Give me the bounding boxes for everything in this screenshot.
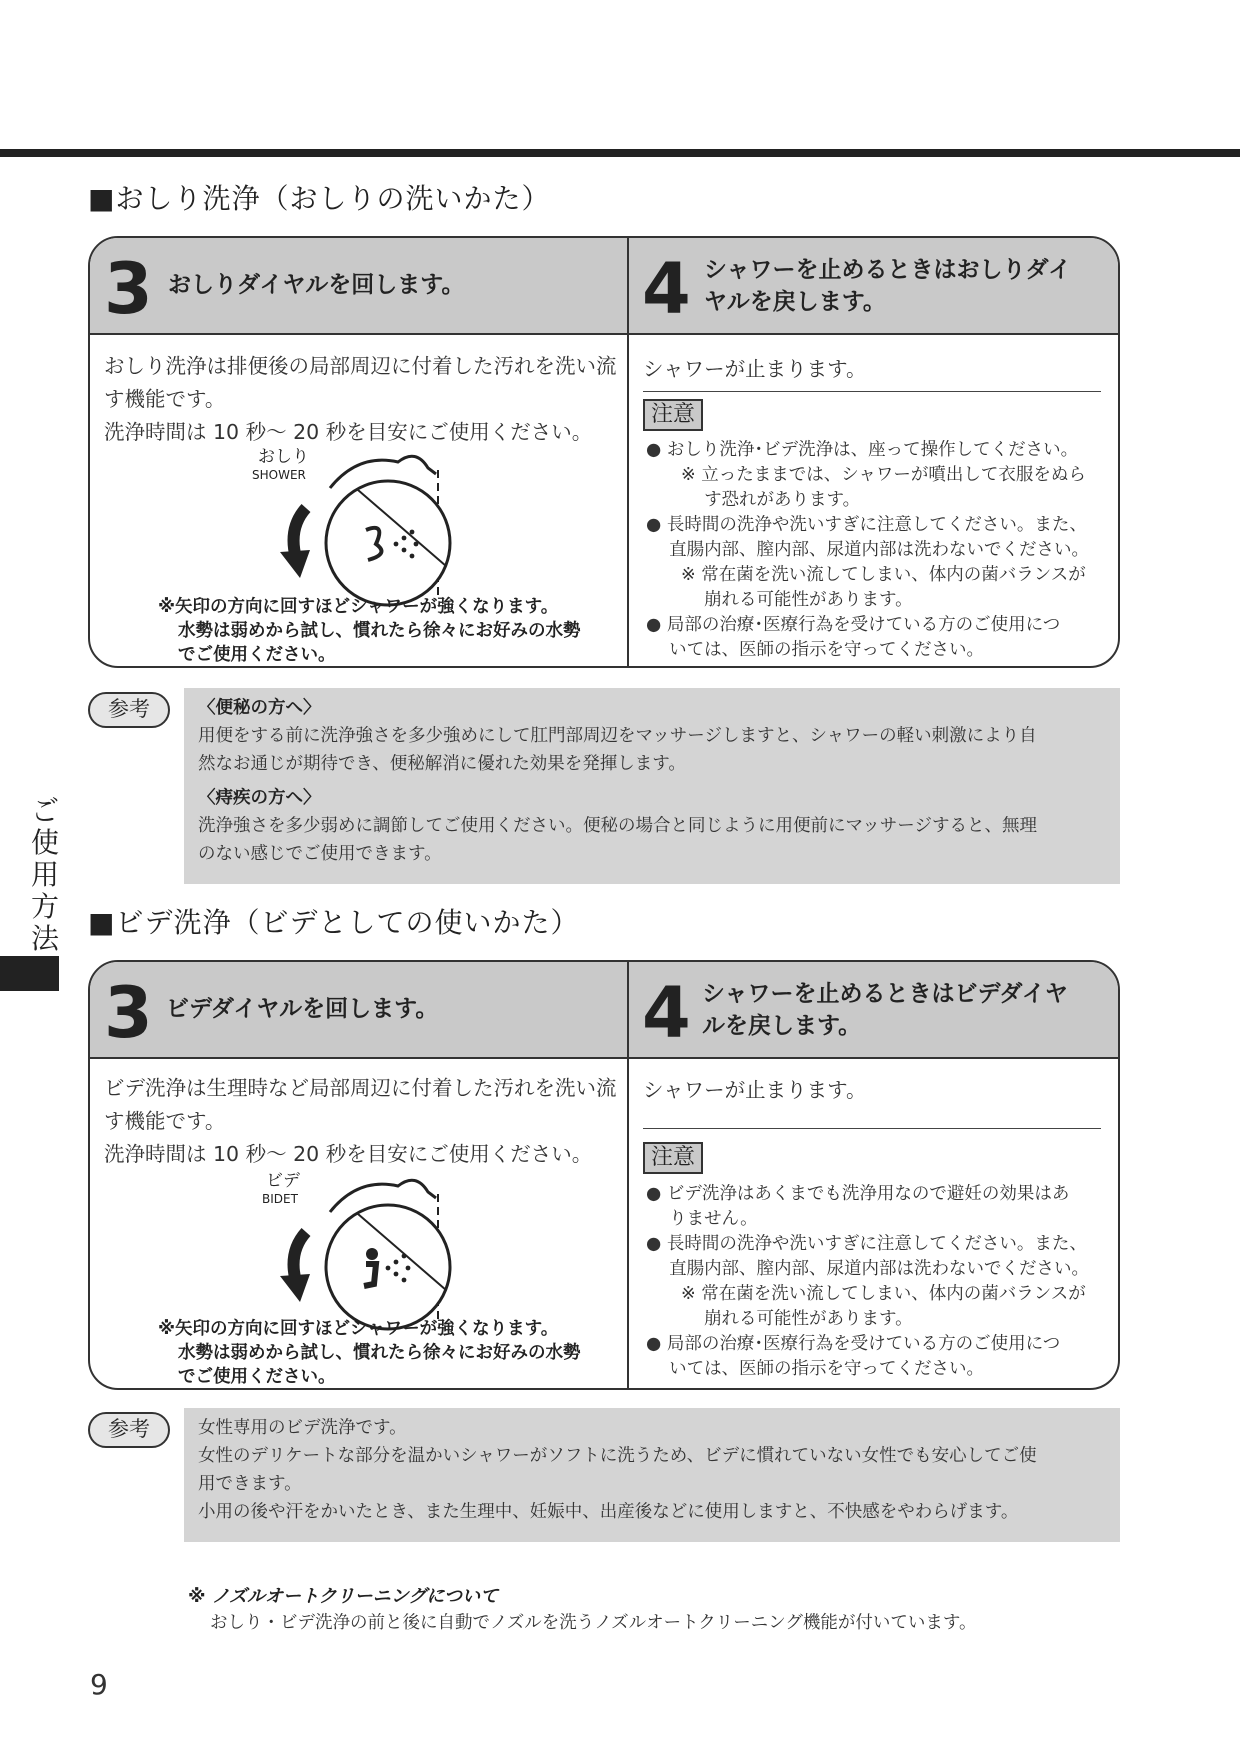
caution-item: 崩れる可能性があります。	[646, 1309, 913, 1329]
page-number: 9	[90, 1668, 108, 1701]
caution-item: ● 局部の治療･医療行為を受けている方のご使用につ	[646, 1334, 1061, 1354]
dial-label-en: SHOWER	[252, 468, 306, 482]
step-title: ビデダイヤルを回します。	[166, 996, 439, 1022]
reference-line: のない感じでご使用できます。	[198, 844, 442, 864]
step-title	[702, 978, 1068, 1042]
top-rule	[0, 149, 1240, 157]
reference-line: 洗浄強さを多少弱めに調節してご使用ください。便秘の場合と同じように用便前にマッサージすると、無理	[198, 816, 1037, 836]
dial-note: ※矢印の方向に回すほどシャワーが強くなります。	[158, 597, 559, 617]
caution-item: ● 長時間の洗浄や洗いすぎに注意してください。また、	[646, 515, 1087, 535]
reference-text	[198, 694, 1108, 868]
dial-label-jp: おしり	[258, 447, 309, 467]
section-title-bidet: ■ビデ洗浄（ビデとしての使いかた）	[88, 906, 580, 939]
side-tab-char: 用	[30, 858, 59, 891]
caution-item: ※ 常在菌を洗い流してしまい、体内の菌バランスが	[646, 565, 1086, 585]
step-description: ビデ洗浄は生理時など局部周辺に付着した汚れを洗い流す機能です。	[104, 1076, 617, 1133]
caution-label: 注意	[643, 1142, 703, 1174]
reference-text	[198, 1414, 1108, 1526]
steps-panel-oshiri	[88, 236, 1120, 668]
reference-line: 小用の後や汗をかいたとき、また生理中、妊娠中、出産後などに使用しますと、不快感をやわらげます。	[198, 1502, 1019, 1522]
divider	[643, 1128, 1101, 1129]
step-result: シャワーが止まります。	[643, 1078, 867, 1102]
step-number: 3	[104, 972, 153, 1054]
step-title-line: ルを戻します。	[702, 1013, 862, 1039]
reference-line: 女性のデリケートな部分を温かいシャワーがソフトに洗うため、ビデに慣れていない女性でも安心してご使	[198, 1446, 1037, 1466]
step-title-line: ヤルを戻します。	[704, 289, 886, 315]
caution-item: す恐れがあります。	[646, 490, 861, 510]
dial-label-jp: ビデ	[266, 1171, 300, 1191]
side-tab-label	[30, 795, 60, 955]
dial-note: でご使用ください。	[178, 1367, 336, 1387]
dial-icon	[258, 448, 498, 618]
caution-list	[646, 438, 1089, 663]
step-title-line: シャワーを止めるときはビデダイヤ	[702, 981, 1068, 1007]
caution-item: ● おしり洗浄･ビデ洗浄は、座って操作してください。	[646, 440, 1079, 460]
section-title-oshiri: ■おしり洗浄（おしりの洗いかた）	[88, 182, 551, 215]
column-divider	[627, 962, 629, 1388]
caution-item: ● 長時間の洗浄や洗いすぎに注意してください。また、	[646, 1234, 1087, 1254]
reference-box	[184, 688, 1120, 884]
dial-note: でご使用ください。	[178, 645, 336, 665]
dial-note: ※矢印の方向に回すほどシャワーが強くなります。	[158, 1319, 559, 1339]
caution-item: いては、医師の指示を守ってください。	[646, 640, 985, 660]
caution-list	[646, 1182, 1089, 1382]
divider	[643, 391, 1101, 392]
reference-line: 然なお通じが期待でき、便秘解消に優れた効果を発揮します。	[198, 754, 686, 774]
reference-heading: 〈痔疾の方へ〉	[198, 788, 321, 808]
reference-heading: 〈便秘の方へ〉	[198, 698, 321, 718]
caution-item: ※ 立ったままでは、シャワーが噴出して衣服をぬら	[646, 465, 1086, 485]
caution-item: 崩れる可能性があります。	[646, 590, 913, 610]
step-duration: 洗浄時間は 10 秒〜 20 秒を目安にご使用ください。	[104, 1142, 593, 1166]
step-title-line: シャワーを止めるときはおしりダイ	[704, 257, 1072, 283]
dial-note: 水勢は弱めから試し、慣れたら徐々にお好みの水勢	[178, 1343, 581, 1363]
reference-line: 用便をする前に洗浄強さを多少強めにして肛門部周辺をマッサージしますと、シャワーの軽い刺激により自	[198, 726, 1037, 746]
caution-item: いては、医師の指示を守ってください。	[646, 1359, 985, 1379]
reference-badge: 参考	[88, 1412, 170, 1448]
reference-line: 用できます。	[198, 1474, 302, 1494]
side-tab-char: ご	[30, 794, 59, 827]
footnote-text: おしり・ビデ洗浄の前と後に自動でノズルを洗うノズルオートクリーニング機能が付いています。	[210, 1613, 977, 1633]
step-title: おしりダイヤルを回します。	[168, 272, 465, 298]
caution-item: ● 局部の治療･医療行為を受けている方のご使用につ	[646, 615, 1061, 635]
reference-box	[184, 1408, 1120, 1542]
step-description: おしり洗浄は排便後の局部周辺に付着した汚れを洗い流す機能です。	[104, 354, 617, 411]
step-duration: 洗浄時間は 10 秒〜 20 秒を目安にご使用ください。	[104, 420, 593, 444]
side-tab-char: 使	[30, 826, 59, 859]
step-result: シャワーが止まります。	[643, 357, 867, 381]
dial-label-en: BIDET	[262, 1192, 298, 1206]
side-tab-marker	[0, 956, 59, 991]
dial-note: 水勢は弱めから試し、慣れたら徐々にお好みの水勢	[178, 621, 581, 641]
side-tab-char: 法	[30, 922, 59, 955]
step-number: 4	[642, 248, 691, 330]
footnote-heading: ※ ノズルオートクリーニングについて	[188, 1586, 498, 1607]
step-title	[704, 254, 1071, 318]
caution-item: ● ビデ洗浄はあくまでも洗浄用なので避妊の効果はあ	[646, 1184, 1070, 1204]
caution-item: 直腸内部、膣内部、尿道内部は洗わないでください。	[646, 540, 1090, 560]
caution-item: ※ 常在菌を洗い流してしまい、体内の菌バランスが	[646, 1284, 1086, 1304]
caution-item: りません。	[646, 1209, 758, 1229]
shower-dial-illustration	[252, 447, 498, 618]
step-number: 3	[104, 248, 153, 330]
column-divider	[627, 238, 629, 666]
steps-panel-bidet	[88, 960, 1120, 1390]
step-number: 4	[642, 972, 691, 1054]
caution-item: 直腸内部、膣内部、尿道内部は洗わないでください。	[646, 1259, 1090, 1279]
reference-badge: 参考	[88, 692, 170, 728]
reference-line: 女性専用のビデ洗浄です。	[198, 1418, 407, 1438]
side-tab-char: 方	[30, 890, 59, 923]
caution-label: 注意	[643, 399, 703, 431]
